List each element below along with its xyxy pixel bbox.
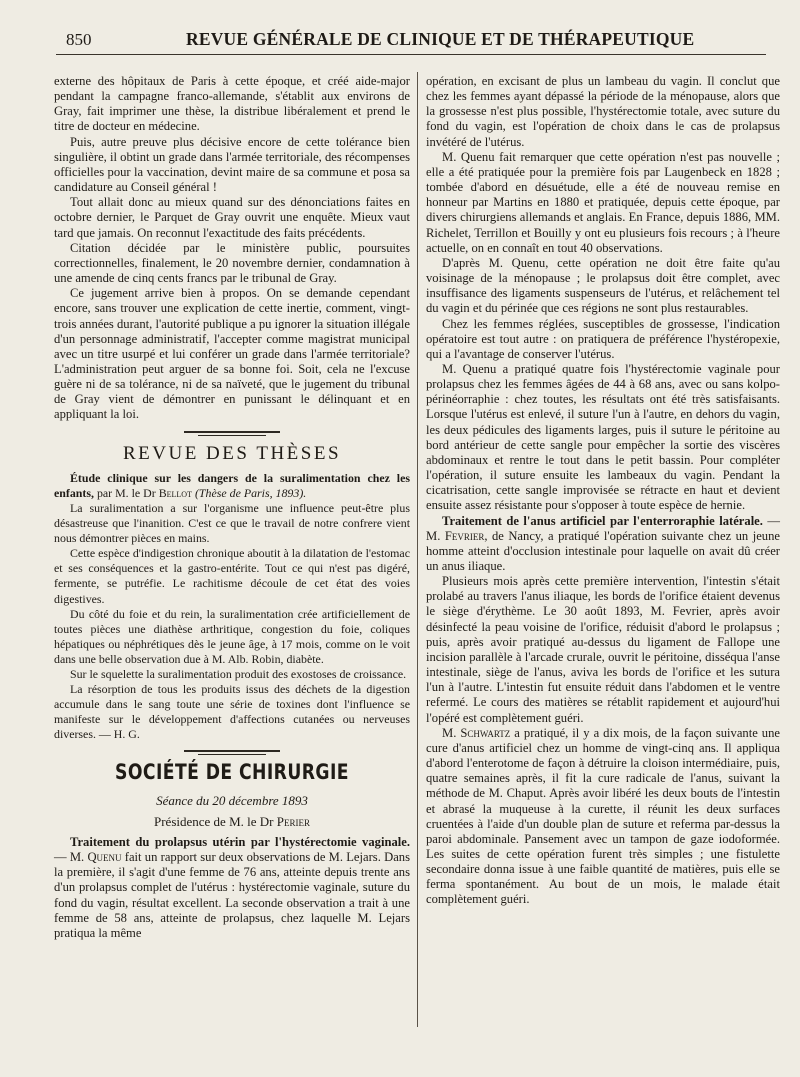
paragraph bbox=[426, 726, 780, 908]
paragraph: Cette espèce d'indigestion chronique aboutit à la dilatation de l'estomac et ses conséquences et la gastro-entérite. Tout ce qui n'est pas digéré, fermente, se putréfie. Le rachitisme découle de cet état des voies digestives. bbox=[54, 546, 410, 606]
paragraph: La résorption de tous les produits issus des déchets de la digestion accumule dans le sang toute une série de toxines dont l'influence se manifeste sur le développement d'affections cutanées ou nerveuses diverses. — H. G. bbox=[54, 682, 410, 742]
paragraph bbox=[426, 514, 780, 575]
text-fragment: a pratiqué, il y a dix mois, de la façon suivante une cure d'anus artificiel chez un homme de vingt-cinq ans. Il appliqua d'abord l'enterotome de façon à détruire la cloison intermédiaire, puis, quatre semaines après, il fit la cure radicale de l'anus, suivant la méthode de M. Chaput. Après avoir libéré les deux bouts de l'intestin et abrasé la muqueuse à la curette, il réunit les deux surfaces cruentées à l'aide d'un double plan de suture et referma par-dessus la paroi abdominale. Pansement avec un tampon de gaze iodoformée. Les suites de cette opération furent très simples ; une fistulette secondaire donna issue à une faible quantité de matières, puis elle se ferma spontanément. Au bout de un mois, le malade était complètement guéri. bbox=[426, 725, 780, 907]
session-date: Séance du 20 décembre 1893 bbox=[156, 792, 308, 808]
paragraph: Ce jugement arrive bien à propos. On se demande cependant encore, sans trouver une explication de cette inertie, comment, vingt-trois années durant, l'autorité publique a pu ignorer la situation illégale d'un personnage administratif, l'accepter comme magistrat municipal avec un titre usurpé et lui conférer un grade dans l'armée territoriale? L'administration peut arguer de sa bonne foi. Soit, cela ne l'excuse guère ni de sa tolérance, ni de sa naïveté, que le jugement du tribunal de Gray vient de démontrer en punissant le délinquant et en appliquant la loi. bbox=[54, 286, 410, 422]
rubric-title: Traitement de l'anus artificiel par l'enterroraphie latérale. bbox=[442, 513, 763, 528]
thesis-author-prefix: par M. le Dr bbox=[93, 485, 159, 500]
section-separator bbox=[184, 750, 280, 755]
running-title: REVUE GÉNÉRALE DE CLINIQUE ET DE THÉRAPEUTIQUE bbox=[186, 29, 695, 49]
paragraph: externe des hôpitaux de Paris à cette époque, et créé aide-major pendant la campagne franco-allemande, s'établit aux environs de Gray, fait imprimer une thèse, la distribue libéralement et prend le titre de docteur en médecine. bbox=[54, 74, 410, 134]
surgeon-name: Schwartz bbox=[460, 725, 511, 740]
presidency bbox=[54, 814, 410, 829]
paragraph: La suralimentation a sur l'organisme une influence peut-être plus désastreuse que l'inanition. C'est ce que le travail de notre confrere vient nous démontrer pièces en mains. bbox=[54, 500, 410, 546]
presidency-prefix: Présidence de M. le Dr bbox=[154, 813, 277, 829]
paragraph bbox=[54, 835, 410, 941]
paragraph: opération, en excisant de plus un lambeau du vagin. Il conclut que chez les femmes ayant dépassé la période de la ménopause, alors que la grossesse n'est plus possible, l'hystérectomie totale, avec suture du fond du vagin, est l'opération de choix dans le cas de prolapsus invétéré de l'utérus. bbox=[426, 74, 780, 149]
rubric-title: Traitement du prolapsus utérin par l'hystérectomie vaginale. bbox=[70, 834, 410, 849]
text-fragment: , de Nancy, a pratiqué l'opération suivante chez un jeune homme atteint d'occlusion intestinale pour laquelle on avait dû créer un anus iliaque. bbox=[426, 528, 780, 573]
paragraph: Du côté du foie et du rein, la suralimentation crée artificiellement de toutes pièces une diathèse arthritique, congestion du foie, coliques hépatiques ou néphrétiques dès le jeune âge, à 17 mois, comme on le voit dans une belle observation due à M. Alb. Robin, diabète. bbox=[54, 606, 410, 666]
surgeon-name: Quenu bbox=[87, 850, 122, 865]
text-fragment: fait un rapport sur deux observations de M. Lejars. Dans la première, il s'agit d'une femme de 76 ans, atteinte depuis trente ans d'un prolapsus complet de l'utérus : hystérectomie vaginale, suture du fond du vagin, résultat excellent. La seconde observation a trait à une femme de 58 ans, atteinte de prolapsus, chez laquelle M. Lejars pratiqua la même bbox=[54, 850, 410, 940]
section-title-society: SOCIÉTÉ DE CHIRURGIE bbox=[115, 760, 349, 785]
right-column bbox=[426, 74, 780, 908]
left-column bbox=[54, 74, 410, 941]
page-number: 850 bbox=[66, 30, 92, 49]
column-rule bbox=[417, 72, 418, 1027]
thesis-author: Bellot bbox=[158, 485, 192, 500]
paragraph: M. Quenu fait remarquer que cette opération n'est pas nouvelle ; elle a été pratiquée pour la première fois par Laugenbeck en 1828 ; tombée d'abord en désuétude, elle a été de nouveau remise en honneur par Martins en 1880 et pratiquée, depuis cette époque, par divers chirurgiens allemands et anglais. En France, depuis 1886, MM. Richelet, Terrillon et Bouilly y ont eu plusieurs fois recours ; à l'heure actuelle, on en connaît en tout 40 observations. bbox=[426, 149, 780, 255]
paragraph: Sur le squelette la suralimentation produit des exostoses de croissance. bbox=[70, 666, 407, 681]
thesis-source: (Thèse de Paris, 1893). bbox=[194, 485, 307, 500]
text-fragment: — M. bbox=[54, 850, 88, 865]
thesis-rubric: Étude clinique sur les dangers de la suralimentation chez les enfants, bbox=[54, 470, 410, 500]
paragraph: D'après M. Quenu, cette opération ne doit être faite qu'au voisinage de la ménopause ; le prolapsus doit être complet, avec insuffisance des ligaments suspenseurs de l'utérus, et relâchement tel du vagin et du périnée que ces régions ne sont plus restaurables. bbox=[426, 255, 780, 316]
text-fragment: — M. bbox=[426, 513, 780, 543]
section-separator bbox=[184, 431, 280, 436]
paragraph: Puis, autre preuve plus décisive encore de cette tolérance bien singulière, il obtint un grade dans l'armée territoriale, des récompenses officielles pour la vaccination, devint maire de sa commune et posa sa candidature au Conseil général ! bbox=[54, 134, 410, 195]
president-name: Perier bbox=[276, 813, 310, 829]
paragraph: Chez les femmes réglées, susceptibles de grossesse, l'indication opératoire est tout autre : on pratiquera de préférence l'hystéropexie, qui a l'avantage de conserver l'utérus. bbox=[426, 316, 780, 361]
text-fragment: M. bbox=[442, 725, 461, 740]
paragraph: Citation décidée par le ministère public, poursuites correctionnelles, finalement, le 20 novembre dernier, condamnation à une amende de cinq cents francs par le tribunal de Gray. bbox=[54, 240, 410, 286]
thesis-citation bbox=[54, 471, 410, 501]
paragraph: Plusieurs mois après cette première intervention, l'intestin s'était prolabé au travers l'anus iliaque, les bords de l'orifice étaient devenus le siège d'érythème. Le 30 août 1893, M. Fevrier, après avoir désinfecté la peau voisine de l'orifice, réduisit d'abord le prolapsus ; puis, après avoir pratiqué au-dessus du ligament de Fallope une incision parallèle à l'arcade crurale, ouvrit le péritoine, disséqua l'anse intestinale, siège de l'anus, aviva les bords de l'orifice et les sutura l'un à l'autre. L'intestin fut ensuite réduit dans l'abdomen et le ventre refermé. Le cours des matières se rétablit rapidement et aujourd'hui l'opéré est complètement guéri. bbox=[426, 574, 780, 725]
paragraph: Tout allait donc au mieux quand sur des dénonciations faites en octobre dernier, le Parquet de Gray ouvrit une enquête. Mieux vaut tard que jamais. On reconnut l'exactitude des faits précédents. bbox=[54, 195, 410, 240]
paragraph: M. Quenu a pratiqué quatre fois l'hystérectomie vaginale pour prolapsus chez les femmes âgées de 44 à 68 ans, avec ou sans kolpo-périnéorraphie : chez toutes, les résultats ont été très satisfaisants. Lorsque l'utérus est enlevé, il suture l'un à l'autre, en dehors du vagin, les deux pédicules des ligaments larges, puis il suture le péritoine au bord antérieur de cette sangle pour empêcher la sortie des viscères abdominaux et rentre le tout dans le petit bassin. Pour compléter l'opération, il suture ensuite les lambeaux du vagin. Pendant la cicatrisation, cette sangle improvisée se rétracte en haut et devient ensuite assez résistante pour s'opposer à toute espèce de hernie. bbox=[426, 361, 780, 513]
surgeon-name: Fevrier bbox=[444, 528, 485, 543]
running-header bbox=[56, 28, 766, 55]
section-title-theses: REVUE DES THÈSES bbox=[122, 442, 342, 464]
